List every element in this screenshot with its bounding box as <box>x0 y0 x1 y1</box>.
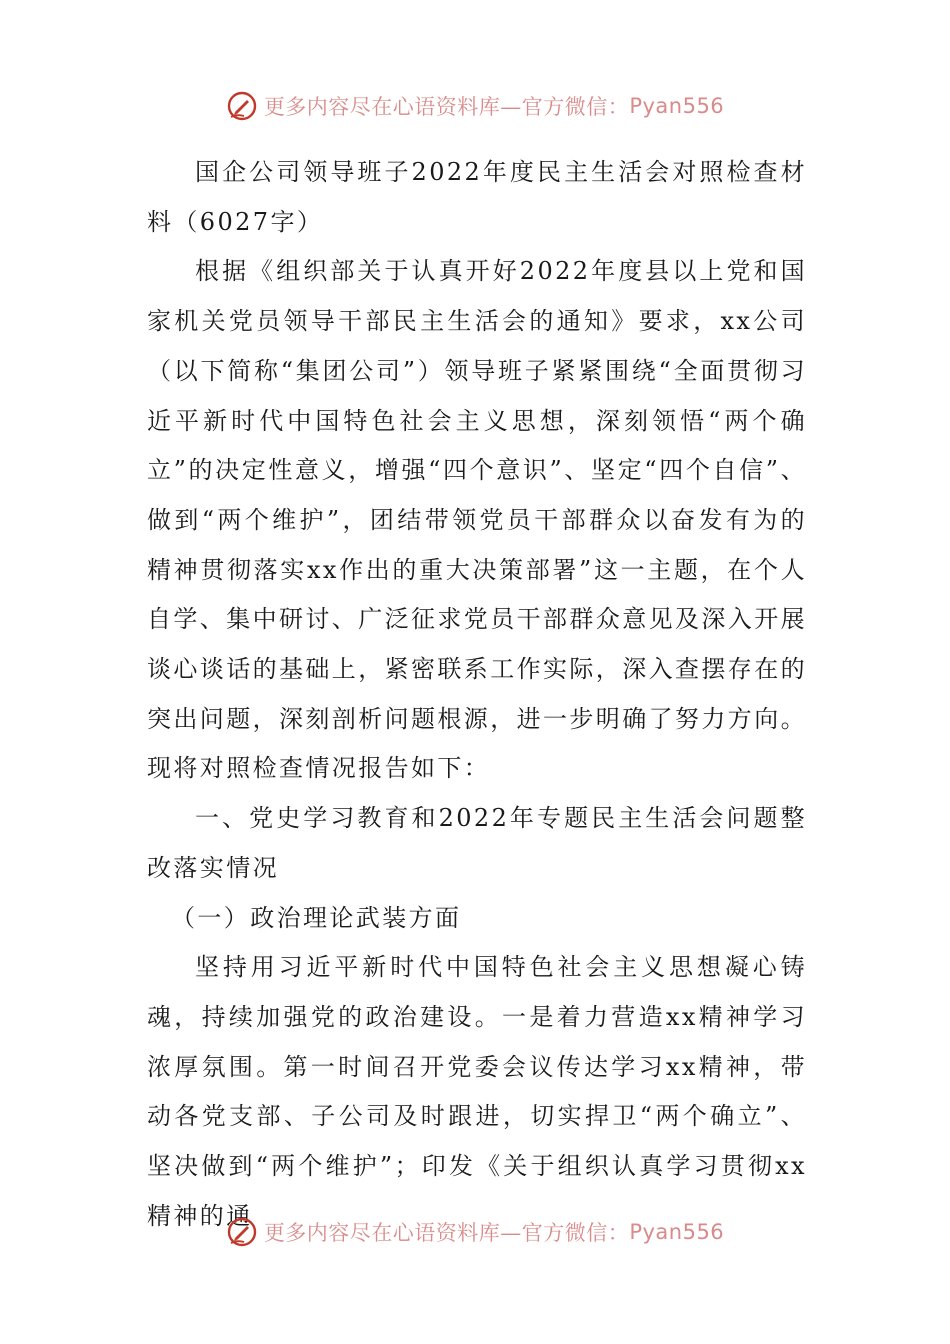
watermark-text: 更多内容尽在心语资料库—官方微信： <box>263 95 630 119</box>
watermark-wechat-id: Pyan556 <box>629 94 725 118</box>
pen-logo-icon <box>226 1216 258 1248</box>
header-watermark <box>0 86 950 126</box>
pen-logo-icon <box>226 90 258 122</box>
watermark-wechat-id: Pyan556 <box>629 1220 725 1244</box>
document-title: 国企公司领导班子2022年度民主生活会对照检查材料（6027字） <box>147 158 807 236</box>
footer-watermark <box>0 1212 950 1252</box>
body-paragraph: 坚持用习近平新时代中国特色社会主义思想凝心铸魂，持续加强党的政治建设。一是着力营造xx精神学习浓厚氛围。第一时间召开党委会议传达学习xx精神，带动各党支部、子公司及时跟进，切实捍卫“两个确立”、坚决做到“两个维护”；印发《关于组织认真学习贯彻xx精神的通 <box>147 953 807 1230</box>
document-body <box>147 148 807 1241</box>
subsection-heading: （一）政治理论武装方面 <box>171 903 462 932</box>
watermark-text: 更多内容尽在心语资料库—官方微信： <box>263 1221 630 1245</box>
intro-paragraph: 根据《组织部关于认真开好2022年度县以上党和国家机关党员领导干部民主生活会的通知》要求，xx公司（以下简称“集团公司”）领导班子紧紧围绕“全面贯彻习近平新时代中国特色社会主义思想，深刻领悟“两个确立”的决定性意义，增强“四个意识”、坚定“四个自信”、做到“两个维护”，团结带领党员干部群众以奋发有为的精神贯彻落实xx作出的重大决策部署”这一主题，在个人自学、集中研讨、广泛征求党员干部群众意见及深入开展谈心谈话的基础上，紧密联系工作实际，深入查摆存在的突出问题，深刻剖析问题根源，进一步明确了努力方向。现将对照检查情况报告如下： <box>147 257 807 783</box>
section-heading: 一、党史学习教育和2022年专题民主生活会问题整改落实情况 <box>147 804 807 882</box>
